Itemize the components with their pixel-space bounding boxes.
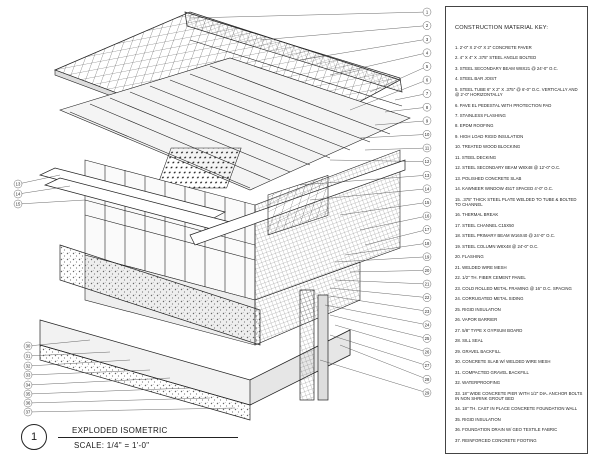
callout-leader	[300, 36, 429, 60]
callout-left	[14, 200, 85, 208]
drawing-title: EXPLODED ISOMETRIC	[72, 426, 168, 435]
callout-number: 9	[425, 118, 429, 124]
callout-leader	[28, 408, 235, 412]
drawing-scale: SCALE: 1/4" = 1'-0"	[74, 441, 150, 450]
callout-number: 21	[424, 281, 430, 287]
callout-number: 18	[424, 240, 430, 246]
drawing-number: 1	[21, 424, 47, 450]
key-item: 24. CORRUGATED METAL SIDING	[455, 296, 524, 302]
callout-number: 2	[425, 23, 429, 29]
callout-number: 27	[424, 363, 430, 369]
callout-number: 13	[15, 181, 21, 187]
callout-right	[350, 266, 431, 274]
callout-right	[320, 360, 431, 397]
callout-number: 11	[424, 145, 430, 151]
key-item: 32. WATERPROOFING	[455, 380, 501, 386]
callout-number: 34	[25, 382, 31, 388]
key-item: 8. EPDM ROOFING	[455, 123, 494, 129]
callout-number: 28	[424, 376, 430, 382]
key-item: 23. COLD ROLLED METAL FRAMING @ 16" O.C. SPACING	[455, 285, 572, 291]
callout-number: 37	[25, 409, 31, 415]
callout-leader	[325, 305, 427, 325]
key-item: 9. HIGH LOAD RIGID INSULATION	[455, 133, 524, 139]
callout-number: 26	[424, 349, 430, 355]
callout-leader	[395, 94, 427, 100]
key-item: 12. STEEL SECONDARY BEAM W8X48 @ 12'-0" O.C.	[455, 165, 561, 171]
callout-number: 15	[15, 201, 21, 207]
key-item: 27. 5/8" TYPE X GYPSUM BOARD	[455, 327, 523, 333]
key-item: 1. 2'-0" X 2'-0" X 2" CONCRETE PAVER	[455, 45, 532, 50]
key-item: 19. STEEL COLUMN W8X48 @ 24'-0" O.C.	[455, 243, 539, 249]
key-item: 7. STAINLESS FLASHING	[455, 113, 506, 118]
key-item: 31. COMPACTED GRAVEL BACKFILL	[455, 369, 529, 375]
callout-number: 33	[25, 372, 31, 378]
key-item: 30. CONCRETE SLAB W/ WELDED WIRE MESH	[455, 359, 551, 365]
callout-right	[325, 305, 431, 329]
callout-left	[24, 408, 235, 416]
key-item: 5. STEEL TUBE 6" X 2" X .375" @ 6'-0" O.C. VERTICALLY AND @ 2'-0" HORIZONTALLY	[455, 86, 578, 98]
callout-number: 6	[425, 77, 429, 83]
callout-number: 20	[424, 268, 430, 273]
callout-number: 14	[424, 186, 430, 192]
key-item: 18. STEEL PRIMARY BEAM W16X40 @ 24'-0" O.C.	[455, 233, 556, 239]
callout-number: 15	[424, 200, 430, 205]
callout-number: 29	[424, 390, 430, 396]
callout-number: 13	[424, 172, 430, 178]
callout-number: 23	[424, 308, 430, 314]
key-item: 36. FOUNDATION DRAIN W/ GEO TEXTILE FABRIC	[455, 427, 558, 433]
callout-number: 32	[25, 363, 31, 369]
callout-number: 19	[424, 254, 430, 260]
callout-number: 1	[425, 9, 429, 15]
key-item: 25. RIGID INSULATION	[455, 306, 501, 312]
key-heading: CONSTRUCTION MATERIAL KEY:	[455, 25, 549, 31]
key-item: 21. WELDED WIRE MESH	[455, 264, 507, 270]
key-item: 33. 18" WIDE CONCRETE PIER WITH 1/2" DIA. ANCHOR BOLTS IN NON SHRINK GROUT BED	[455, 390, 583, 401]
callout-number: 36	[25, 400, 31, 406]
callout-leader	[340, 345, 427, 379]
construction-material-key	[445, 6, 588, 454]
callout-number: 7	[425, 91, 429, 97]
callout-number: 30	[25, 343, 31, 349]
callout-leader	[18, 200, 85, 204]
callout-number: 8	[425, 104, 429, 110]
callout-number: 12	[424, 159, 430, 165]
callout-leader	[260, 26, 427, 40]
key-item: 4. STEEL BAR JOIST	[455, 76, 497, 82]
callout-number: 25	[424, 336, 430, 341]
callout-number: 3	[425, 36, 429, 42]
key-item: 37. REINFORCED CONCRETE FOOTING	[455, 437, 537, 443]
callout-number: 16	[424, 213, 430, 219]
callout-number: 35	[25, 391, 31, 397]
callout-number: 4	[425, 50, 429, 56]
title-underline	[58, 437, 238, 438]
callout-leader	[350, 270, 427, 272]
callout-number: 14	[15, 191, 21, 197]
callout-right	[385, 103, 431, 112]
key-item: 26. VAPOR BARRIER	[455, 317, 498, 323]
key-item: 17. STEEL CHANNEL C15X50	[455, 222, 514, 228]
callout-number: 10	[424, 132, 430, 137]
callout-right	[260, 22, 431, 40]
key-item: 14. KAWNEER WINDOW 451T SPACED 4'-0" O.C.	[455, 186, 554, 192]
key-list	[455, 45, 583, 448]
key-item: 13. POLISHED CONCRETE SLAB	[455, 175, 522, 181]
callout-right	[190, 8, 431, 18]
callout-right	[340, 345, 431, 383]
key-item: 10. TREATED WOOD BLOCKING	[455, 144, 521, 150]
callout-number: 5	[425, 64, 429, 69]
key-item: 15. .375" THICK STEEL PLATE WELDED TO TUBE & BOLTED TO CHANNEL	[455, 196, 577, 207]
key-item: 22. 1/2" TH. FIBER CEMENT PANEL	[455, 275, 526, 281]
key-item: 29. GRAVEL BACKFILL	[455, 348, 501, 354]
key-item: 34. 18" TH. CAST IN PLACE CONCRETE FOUNDATION WALL	[455, 406, 578, 412]
key-item: 16. THERMAL BREAK	[455, 212, 499, 218]
callout-number: 17	[424, 227, 430, 233]
key-item: 11. STEEL DECKING	[455, 154, 497, 160]
key-item: 6. PAVE EL PEDESTAL WITH PROTECTION PAD	[455, 102, 552, 108]
callout-leader	[385, 104, 429, 112]
key-item: 2. 4" X 4" X .375" STEEL ANGLE BOLTED	[455, 55, 537, 61]
callout-leader	[320, 360, 427, 393]
key-item: 35. RIGID INSULATION	[455, 416, 501, 422]
callout-number: 24	[424, 322, 430, 328]
callout-leader	[365, 148, 427, 150]
title-block	[14, 416, 254, 458]
callout-leader	[190, 9, 429, 18]
callout-number: 31	[25, 353, 31, 359]
key-item: 28. SILL SEAL	[455, 338, 484, 344]
callout-leader	[18, 186, 70, 194]
key-item: 3. STEEL SECONDARY BEAM W8X21 @ 24'-0" O.C.	[455, 65, 558, 71]
key-item: 20. FLASHING	[455, 254, 484, 260]
callout-number: 22	[424, 295, 430, 301]
